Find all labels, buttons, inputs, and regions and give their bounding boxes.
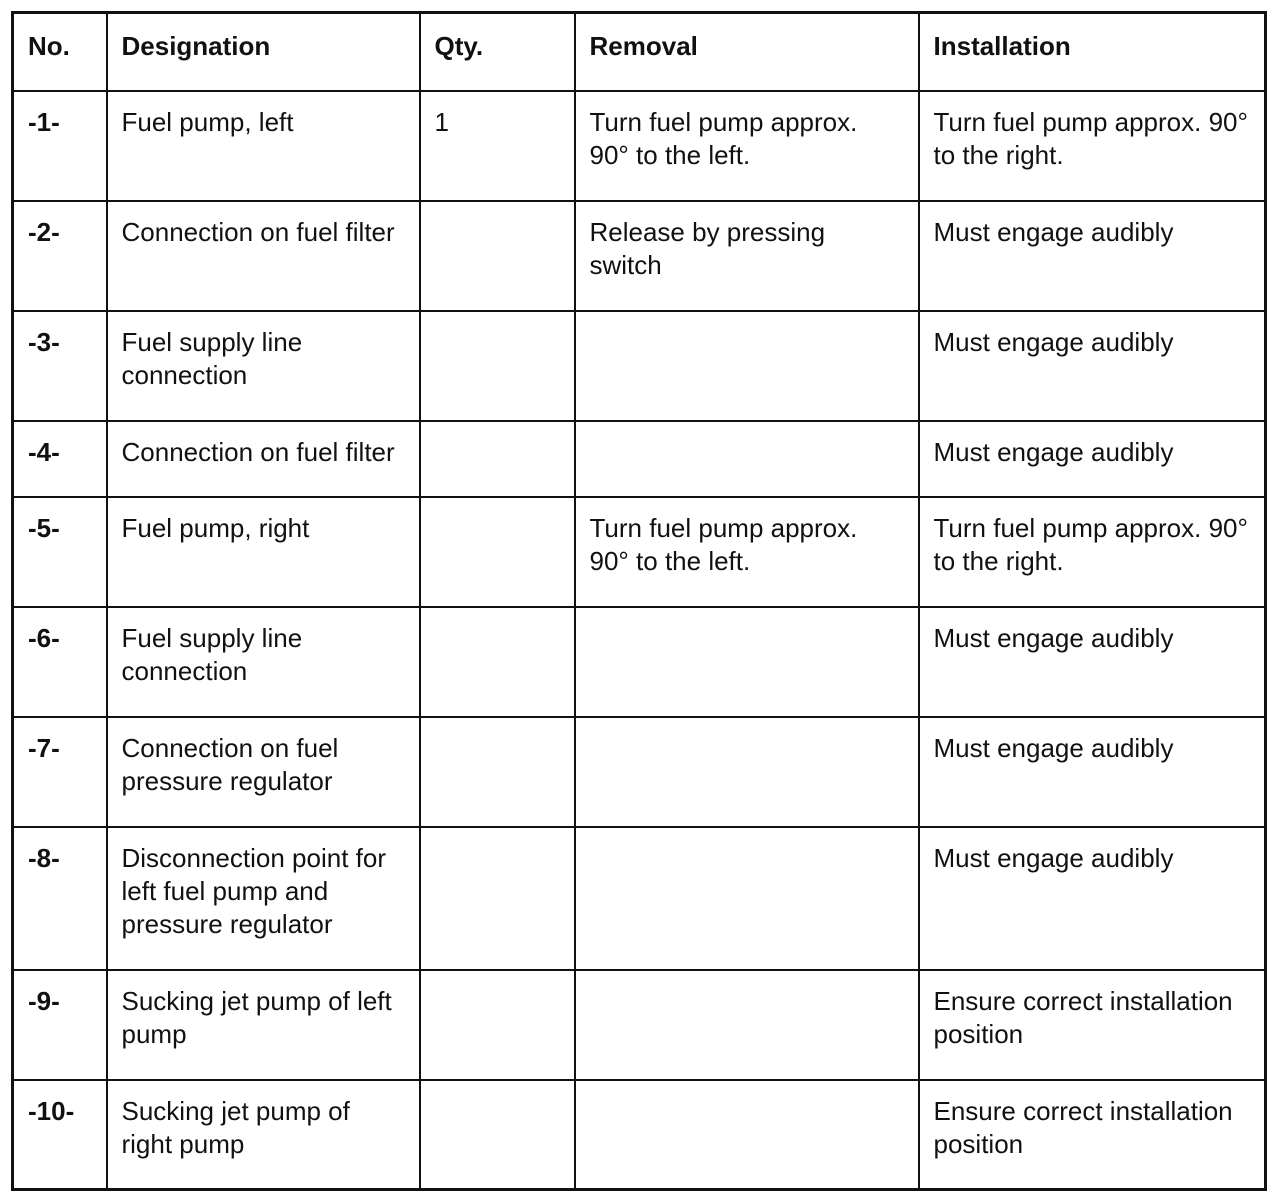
cell-removal xyxy=(575,607,919,717)
cell-designation: Sucking jet pump of left pump xyxy=(107,970,420,1080)
cell-installation: Turn fuel pump approx. 90° to the right. xyxy=(919,91,1266,201)
header-installation: Installation xyxy=(919,13,1266,91)
cell-removal xyxy=(575,421,919,497)
cell-qty xyxy=(420,717,575,827)
cell-installation: Must engage audibly xyxy=(919,827,1266,970)
cell-no: -9- xyxy=(13,970,107,1080)
table-row xyxy=(13,311,1266,421)
cell-removal xyxy=(575,311,919,421)
cell-qty xyxy=(420,311,575,421)
header-qty: Qty. xyxy=(420,13,575,91)
cell-removal: Turn fuel pump approx. 90° to the left. xyxy=(575,91,919,201)
cell-no: -3- xyxy=(13,311,107,421)
table-row xyxy=(13,497,1266,607)
cell-installation: Ensure correct installation position xyxy=(919,1080,1266,1190)
cell-installation: Turn fuel pump approx. 90° to the right. xyxy=(919,497,1266,607)
cell-designation: Connection on fuel filter xyxy=(107,201,420,311)
cell-designation: Connection on fuel pressure regulator xyxy=(107,717,420,827)
cell-no: -10- xyxy=(13,1080,107,1190)
table-row xyxy=(13,970,1266,1080)
cell-designation: Fuel supply line connection xyxy=(107,607,420,717)
cell-designation: Sucking jet pump of right pump xyxy=(107,1080,420,1190)
cell-designation: Disconnection point for left fuel pump and pressure regulator xyxy=(107,827,420,970)
cell-designation: Fuel pump, right xyxy=(107,497,420,607)
cell-qty xyxy=(420,970,575,1080)
header-no: No. xyxy=(13,13,107,91)
cell-no: -1- xyxy=(13,91,107,201)
cell-designation: Fuel supply line connection xyxy=(107,311,420,421)
cell-qty xyxy=(420,1080,575,1190)
cell-removal xyxy=(575,827,919,970)
cell-qty xyxy=(420,607,575,717)
cell-installation: Must engage audibly xyxy=(919,201,1266,311)
cell-removal xyxy=(575,717,919,827)
table-row xyxy=(13,91,1266,201)
cell-installation: Must engage audibly xyxy=(919,607,1266,717)
cell-no: -7- xyxy=(13,717,107,827)
table-header-row xyxy=(13,13,1266,91)
cell-qty xyxy=(420,201,575,311)
cell-removal xyxy=(575,1080,919,1190)
cell-no: -4- xyxy=(13,421,107,497)
parts-table xyxy=(11,11,1267,1191)
cell-installation: Must engage audibly xyxy=(919,311,1266,421)
cell-no: -8- xyxy=(13,827,107,970)
table-row xyxy=(13,607,1266,717)
cell-no: -5- xyxy=(13,497,107,607)
cell-installation: Must engage audibly xyxy=(919,717,1266,827)
cell-removal: Release by pressing switch xyxy=(575,201,919,311)
cell-qty: 1 xyxy=(420,91,575,201)
table-row xyxy=(13,201,1266,311)
header-designation: Designation xyxy=(107,13,420,91)
cell-removal xyxy=(575,970,919,1080)
table-row xyxy=(13,717,1266,827)
cell-designation: Fuel pump, left xyxy=(107,91,420,201)
cell-qty xyxy=(420,827,575,970)
cell-installation: Ensure correct installation position xyxy=(919,970,1266,1080)
cell-installation: Must engage audibly xyxy=(919,421,1266,497)
table-row xyxy=(13,827,1266,970)
cell-designation: Connection on fuel filter xyxy=(107,421,420,497)
cell-qty xyxy=(420,421,575,497)
cell-no: -6- xyxy=(13,607,107,717)
header-removal: Removal xyxy=(575,13,919,91)
cell-qty xyxy=(420,497,575,607)
cell-no: -2- xyxy=(13,201,107,311)
table-row xyxy=(13,1080,1266,1190)
cell-removal: Turn fuel pump approx. 90° to the left. xyxy=(575,497,919,607)
table-row xyxy=(13,421,1266,497)
